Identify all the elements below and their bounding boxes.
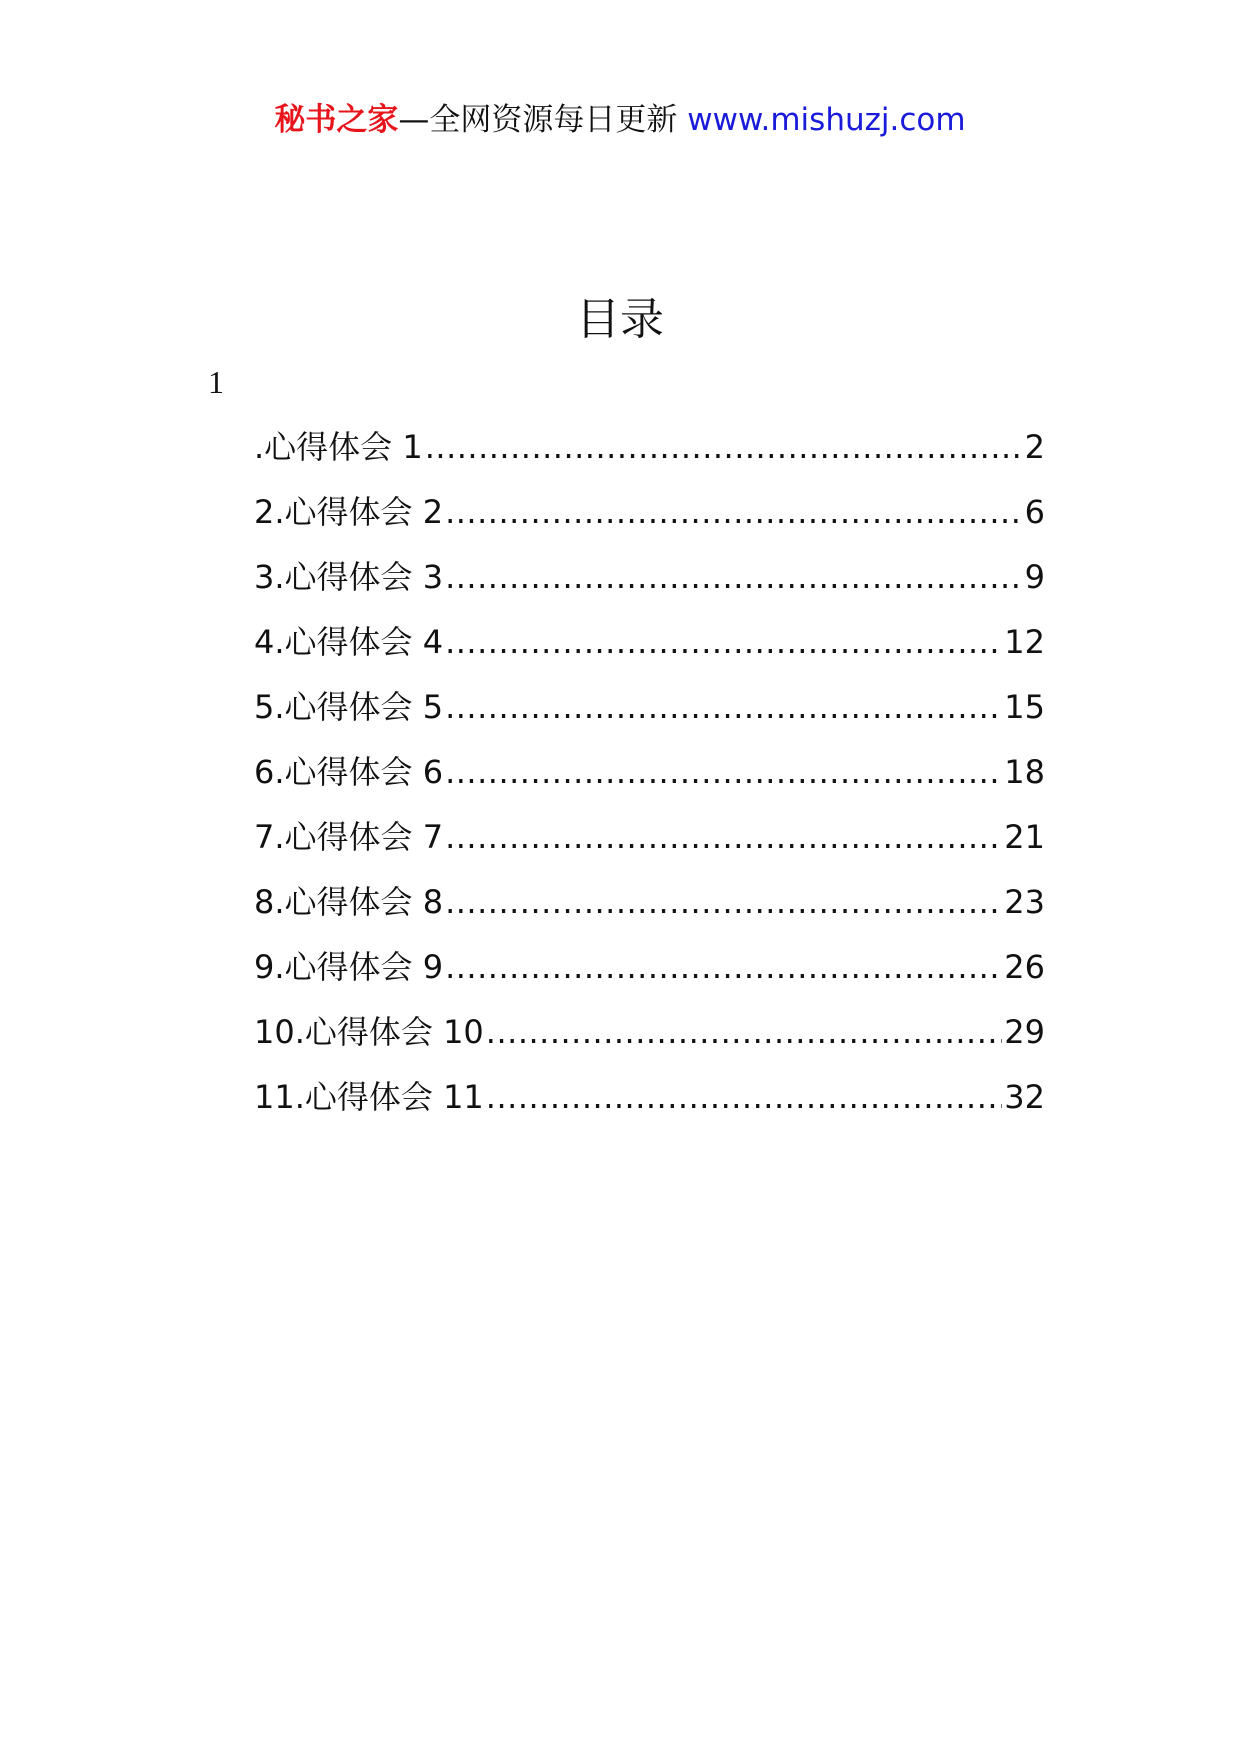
header-slogan: —全网资源每日更新 — [398, 102, 678, 138]
toc-dot-leader — [445, 750, 1002, 794]
toc-dot-leader — [445, 945, 1002, 989]
toc-dot-leader — [425, 425, 1023, 469]
toc-entry-label: 6.心得体会 6 — [254, 753, 444, 791]
toc-entry[interactable] — [254, 685, 1045, 750]
toc-entry[interactable] — [254, 555, 1045, 620]
toc-entry-page: 23 — [1004, 883, 1045, 921]
toc-entry-page: 2 — [1024, 428, 1045, 466]
brand-name: 秘书之家 — [274, 102, 399, 138]
toc-entry[interactable] — [254, 880, 1045, 945]
toc-list — [254, 425, 1045, 1140]
toc-entry-page: 32 — [1004, 1078, 1045, 1116]
toc-entry-page: 26 — [1004, 948, 1045, 986]
toc-dot-leader — [445, 620, 1002, 664]
toc-entry-label: 4.心得体会 4 — [254, 623, 444, 661]
toc-entry[interactable] — [254, 815, 1045, 880]
toc-entry-page: 12 — [1004, 623, 1045, 661]
toc-entry-page: 18 — [1004, 753, 1045, 791]
toc-entry[interactable] — [254, 425, 1045, 490]
page-header — [0, 98, 1240, 142]
toc-dot-leader — [445, 815, 1002, 859]
toc-entry-label: 9.心得体会 9 — [254, 948, 444, 986]
toc-entry-label: 7.心得体会 7 — [254, 818, 444, 856]
toc-dot-leader — [445, 685, 1002, 729]
toc-entry[interactable] — [254, 1010, 1045, 1075]
toc-entry-label: 5.心得体会 5 — [254, 688, 444, 726]
toc-number: 1 — [208, 364, 224, 400]
website-link[interactable]: www.mishuzj.com — [687, 102, 966, 138]
toc-entry-page: 21 — [1004, 818, 1045, 856]
toc-entry-label: 11.心得体会 11 — [254, 1078, 484, 1116]
toc-entry-label: 8.心得体会 8 — [254, 883, 444, 921]
toc-entry[interactable] — [254, 490, 1045, 555]
toc-entry-label: 3.心得体会 3 — [254, 558, 444, 596]
toc-entry-label: 2.心得体会 2 — [254, 493, 444, 531]
toc-entry-page: 29 — [1004, 1013, 1045, 1051]
toc-dot-leader — [486, 1075, 1002, 1119]
toc-entry-page: 15 — [1004, 688, 1045, 726]
toc-title: 目录 — [576, 294, 664, 345]
toc-entry-page: 6 — [1024, 493, 1045, 531]
toc-dot-leader — [445, 490, 1023, 534]
toc-dot-leader — [445, 880, 1002, 924]
toc-entry-label: 10.心得体会 10 — [254, 1013, 484, 1051]
toc-entry[interactable] — [254, 1075, 1045, 1140]
toc-entry-label: .心得体会 1 — [254, 428, 423, 466]
toc-entry[interactable] — [254, 750, 1045, 815]
toc-dot-leader — [445, 555, 1023, 599]
toc-entry[interactable] — [254, 945, 1045, 1010]
toc-entry[interactable] — [254, 620, 1045, 685]
toc-entry-page: 9 — [1024, 558, 1045, 596]
toc-dot-leader — [486, 1010, 1002, 1054]
